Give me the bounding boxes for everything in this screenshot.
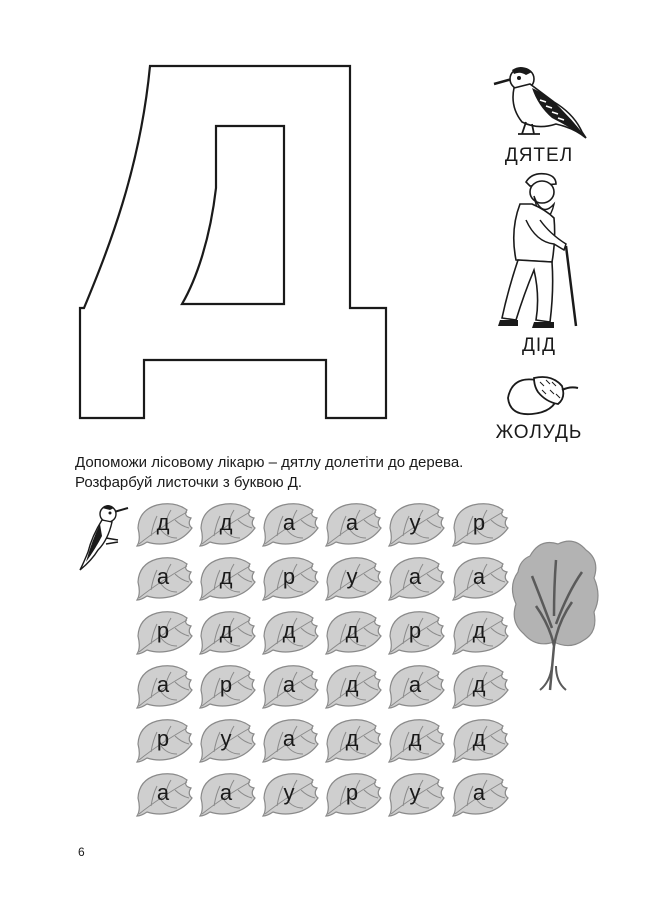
leaf-letter: у	[409, 780, 421, 805]
leaf-cell[interactable]	[198, 718, 258, 764]
leaf-cell[interactable]	[451, 718, 511, 764]
leaf-letter: р	[156, 618, 170, 643]
woodpecker-icon	[492, 62, 588, 140]
leaf-cell[interactable]	[135, 772, 195, 818]
leaf-cell[interactable]	[135, 664, 195, 710]
tree-icon	[510, 536, 600, 692]
leaf-cell[interactable]	[387, 556, 447, 602]
leaf-cell[interactable]	[198, 772, 258, 818]
leaf-cell[interactable]	[261, 610, 321, 656]
leaf-cell[interactable]	[324, 610, 384, 656]
leaf-cell[interactable]	[387, 502, 447, 548]
word-grandfather: ДІД	[521, 335, 556, 356]
leaf-letter: д	[472, 672, 486, 697]
leaf-letter: а	[282, 726, 296, 751]
instruction-line-2: Розфарбуй листочки з буквою Д.	[75, 474, 303, 491]
leaf-cell[interactable]	[261, 556, 321, 602]
leaf-letter: д	[219, 510, 233, 535]
leaf-letter: а	[156, 672, 170, 697]
leaf-letter: у	[346, 564, 358, 589]
leaf-grid	[135, 502, 515, 832]
leaf-letter: д	[219, 564, 233, 589]
leaf-cell[interactable]	[198, 664, 258, 710]
leaf-cell[interactable]	[387, 664, 447, 710]
leaf-letter: д	[156, 510, 170, 535]
leaf-cell[interactable]	[451, 556, 511, 602]
leaf-cell[interactable]	[451, 610, 511, 656]
leaf-cell[interactable]	[324, 502, 384, 548]
page-number: 6	[78, 845, 85, 859]
old-man-icon	[496, 170, 586, 330]
leaf-letter: а	[156, 564, 170, 589]
leaf-letter: д	[345, 726, 359, 751]
leaf-letter: д	[472, 726, 486, 751]
leaf-letter: д	[472, 618, 486, 643]
leaf-letter: а	[156, 780, 170, 805]
leaf-letter: а	[282, 672, 296, 697]
leaf-letter: а	[282, 510, 296, 535]
instruction-line-1: Допоможи лісовому лікарю – дятлу долетіти до дерева.	[75, 454, 464, 471]
leaf-letter: д	[408, 726, 422, 751]
word-acorn: ЖОЛУДЬ	[495, 422, 583, 443]
leaf-letter: а	[345, 510, 359, 535]
leaf-letter: д	[345, 672, 359, 697]
leaf-cell[interactable]	[324, 718, 384, 764]
leaf-letter: д	[282, 618, 296, 643]
leaf-letter: р	[282, 564, 296, 589]
leaf-letter: у	[220, 726, 232, 751]
leaf-cell[interactable]	[261, 772, 321, 818]
leaf-cell[interactable]	[198, 556, 258, 602]
leaf-cell[interactable]	[135, 556, 195, 602]
leaf-cell[interactable]	[198, 502, 258, 548]
leaf-letter: у	[409, 510, 421, 535]
leaf-letter: а	[472, 564, 486, 589]
acorn-icon	[502, 372, 580, 420]
leaf-cell[interactable]	[198, 610, 258, 656]
leaf-letter: р	[345, 780, 359, 805]
leaf-letter: а	[408, 672, 422, 697]
leaf-letter: р	[408, 618, 422, 643]
leaf-letter: д	[219, 618, 233, 643]
leaf-cell[interactable]	[387, 772, 447, 818]
leaf-letter: а	[219, 780, 233, 805]
leaf-letter: д	[345, 618, 359, 643]
leaf-letter: а	[408, 564, 422, 589]
leaf-cell[interactable]	[324, 556, 384, 602]
leaf-letter: а	[472, 780, 486, 805]
leaf-cell[interactable]	[387, 610, 447, 656]
leaf-cell[interactable]	[135, 610, 195, 656]
small-woodpecker-icon	[78, 502, 130, 572]
leaf-letter: р	[472, 510, 486, 535]
leaf-cell[interactable]	[387, 718, 447, 764]
leaf-cell[interactable]	[261, 664, 321, 710]
word-woodpecker: ДЯТЕЛ	[504, 145, 574, 166]
leaf-cell[interactable]	[324, 664, 384, 710]
leaf-cell[interactable]	[135, 718, 195, 764]
leaf-letter: р	[156, 726, 170, 751]
leaf-cell[interactable]	[451, 502, 511, 548]
leaf-cell[interactable]	[135, 502, 195, 548]
leaf-cell[interactable]	[451, 664, 511, 710]
leaf-cell[interactable]	[261, 502, 321, 548]
big-letter-outline	[70, 60, 400, 430]
leaf-letter: р	[219, 672, 233, 697]
leaf-cell[interactable]	[261, 718, 321, 764]
leaf-letter: у	[283, 780, 295, 805]
leaf-cell[interactable]	[324, 772, 384, 818]
leaf-cell[interactable]	[451, 772, 511, 818]
